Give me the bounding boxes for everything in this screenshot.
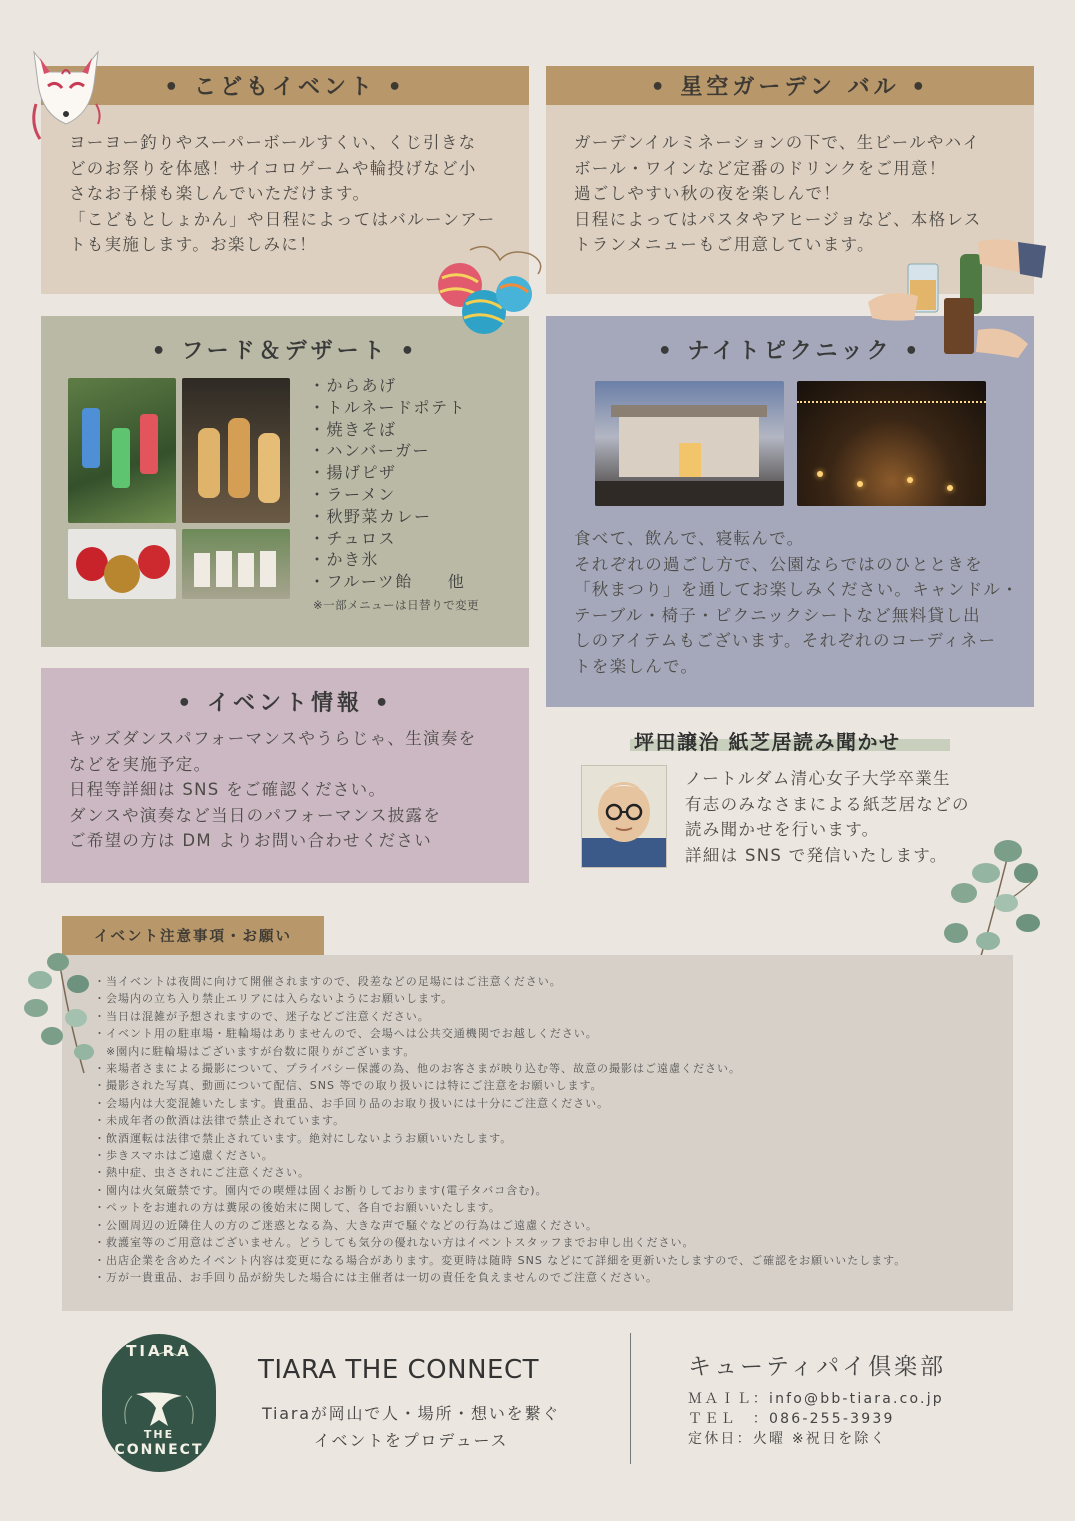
list-item: ・トルネードポテト [309,397,467,417]
kids-event-text: ヨーヨー釣りやスーパーボールすくい、くじ引きな どのお祭りを体感！サイコロゲームや輪投げなど小 さなお子様も楽しんでいただけます。 「こどもとしょかん」や日程によってはバルーンアー トも実施します。お楽しみに！ [69,133,496,254]
cups-photo [182,529,290,599]
storyteller-title: 坪田譲治 紙芝居読み聞かせ [634,730,901,754]
brand-tagline-1: Tiaraが岡山で人・場所・想いを繋ぐ [261,1404,561,1423]
night-picnic-text: 食べて、飲んで、寝転んで。 それぞれの過ごし方で、公園ならではのひとときを 「秋まつり」を通してお楽しみください。キャンドル・ テーブル・椅子・ピクニックシートなど無料貸し出 しのアイテムもございます。それぞれのコーディネー トを楽しんで。 [574,529,1019,676]
event-info-title: • イベント情報 • [177,691,393,716]
fox-mask-illustration [26,44,106,144]
candle-garden-photo [797,381,986,506]
list-item: ・公園周辺の近隣住人の方のご迷惑となる為、大きな声で騒ぐなどの行為はご遠慮ください。 [94,1218,598,1232]
club-name: キューティパイ倶楽部 [688,1354,947,1380]
list-item: ・会場内の立ち入り禁止エリアには入らないようにお願いします。 [94,992,454,1006]
candy-apple-photo [68,529,176,599]
drinks-photo [68,378,176,523]
yoyo-balloon-illustration [430,240,554,340]
food-menu-list [309,375,466,593]
contact-mail: ＭＡＩＬ：info@bb-tiara.co.jp [688,1391,944,1407]
list-item: ※園内に駐輪場はございますが台数に限りがございます。 [94,1044,416,1058]
list-item: ・当日は混雑が予想されますので、迷子などご注意ください。 [94,1009,430,1023]
event-info-panel [41,668,529,883]
list-item: ・焼きそば [309,419,397,439]
portrait-illustration [581,765,667,868]
list-item: ・揚げピザ [309,463,397,483]
food-dessert-panel [41,316,529,647]
tiara-logo [102,1334,216,1472]
list-item: ・ペットをお連れの方は糞尿の後始末に関して、各自でお願いいたします。 [94,1201,501,1215]
list-item: ・ラーメン [309,484,396,504]
food-dessert-title: • フード＆デザート • [151,339,419,364]
list-item: ・当イベントは夜間に向けて開催されますので、段差などの足場にはご注意ください。 [94,975,562,988]
contact-tel: ＴＥＬ ：086-255-3939 [688,1411,895,1427]
list-item: ・フルーツ飴 他 [309,572,466,592]
contact-closed: 定休日：火曜 ※祝日を除く [688,1431,887,1447]
tel-link[interactable]: 086-255-3939 [769,1411,895,1427]
list-item: ・熱中症、虫さされにご注意ください。 [94,1166,310,1180]
event-info-text: キッズダンスパフォーマンスやうらじゃ、生演奏を などを実施予定。 日程等詳細は SNS をご確認ください。 ダンスや演奏など当日のパフォーマンス披露を ご希望の方は DM よりお問い合わせください [69,729,477,850]
food-menu-note: ※一部メニューは日替りで変更 [313,598,480,612]
notice-title-tab [62,916,324,955]
building-photo [595,381,784,506]
list-item: ・会場内は大変混雑いたします。貴重品、お手回り品のお取り扱いには十分にご注意ください。 [94,1096,610,1110]
night-picnic-title: • ナイトピクニック • [657,339,923,364]
brand-tagline-2: イベントをプロデュース [313,1431,509,1450]
cheers-drinks-illustration [868,234,1048,374]
list-item: ・救護室等のご用意はございません。どうしても気分の優れない方はイベントスタッフまでお申し出ください。 [94,1236,695,1250]
logo-text-bottom: CONNECT [114,1442,204,1458]
list-item: ・歩きスマホはご遠慮ください。 [94,1149,274,1163]
list-item: ・万が一貴重品、お手回り品が紛失した場合には主催者は一切の責任を負えませんのでご注意ください。 [94,1270,658,1284]
garden-bar-text: ガーデンイルミネーションの下で、生ビールやハイ ボール・ワインなど定番のドリンクをご用意！ 過ごしやすい秋の夜を楽しんで！ 日程によってはパスタやアヒージョなど、本格レス トランメニューもご用意しています。 [574,133,982,254]
notice-list [94,973,906,1286]
eucalyptus-left-illustration [18,948,98,1078]
garden-bar-title: • 星空ガーデン バル • [546,66,1034,105]
kids-event-title: • こどもイベント • [41,66,529,105]
logo-text-mid: THE [143,1428,175,1441]
list-item: ・からあげ [309,376,397,395]
logo-text-top: TIARA [126,1342,192,1360]
night-picnic-panel [546,316,1034,707]
brand-name: TIARA THE CONNECT [258,1355,540,1385]
footer-divider [630,1333,631,1464]
list-item: ・来場者さまによる撮影について、プライバシー保護の為、他のお客さまが映り込む等、故意の撮影はご遠慮ください。 [94,1062,742,1076]
list-item: ・かき氷 [309,550,380,570]
list-item: ・イベント用の駐車場・駐輪場はありませんので、会場へは公共交通機関でお越しください。 [94,1027,598,1041]
list-item: ・チュロス [309,528,397,548]
list-item: ・出店企業を含めたイベント内容は変更になる場合があります。変更時は随時 SNS などにて詳細を更新いたしますので、ご確認をお願いいたします。 [94,1253,907,1267]
notice-title: イベント注意事項・お願い [94,929,292,945]
list-item: ・秋野菜カレー [309,506,432,526]
list-item: ・飲酒運転は法律で禁止されています。絶対にしないようお願いいたします。 [94,1131,513,1145]
potato-photo [182,378,290,523]
list-item: ・撮影された写真、動画について配信、SNS 等での取り扱いには特にご注意をお願いします。 [94,1079,603,1093]
list-item: ・ハンバーガー [309,441,431,461]
list-item: ・園内は火気厳禁です。園内での喫煙は固くお断りしております(電子タバコ含む)。 [94,1183,548,1197]
list-item: ・未成年者の飲酒は法律で禁止されています。 [94,1114,346,1128]
storyteller-text: ノートルダム清心女子大学卒業生 有志のみなさまによる紙芝居などの 読み聞かせを行います。 詳細は SNS で発信いたします。 [685,769,970,865]
mail-link[interactable]: info@bb-tiara.co.jp [769,1391,944,1407]
